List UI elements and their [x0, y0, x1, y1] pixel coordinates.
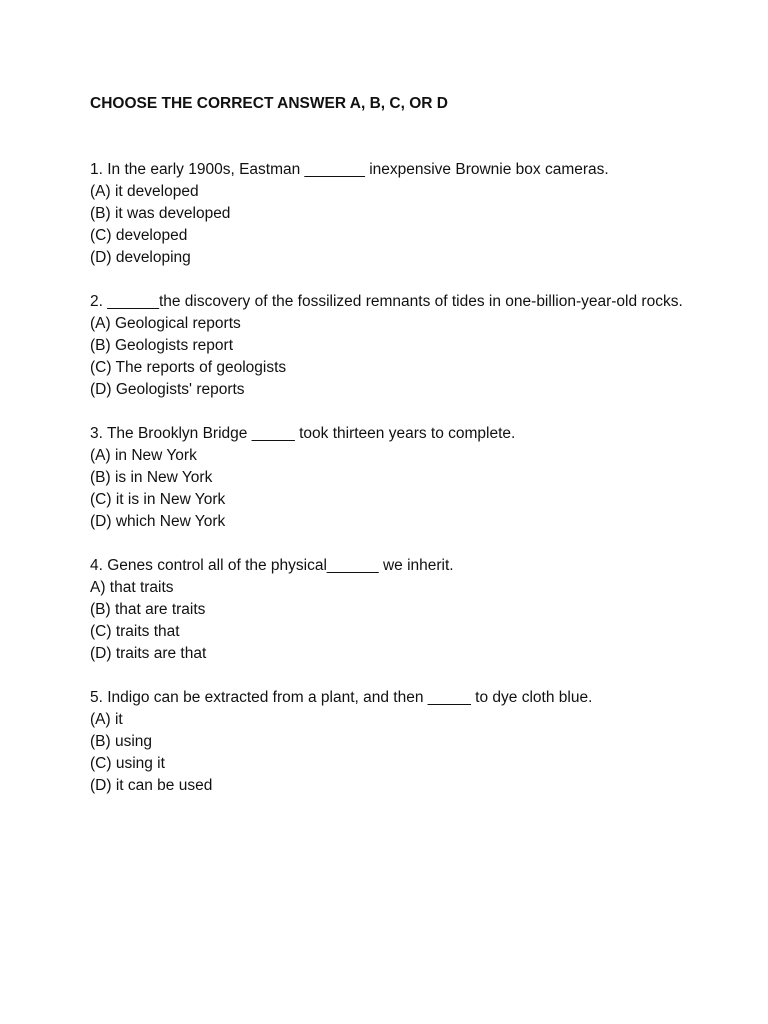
- answer-option-c: (C) The reports of geologists: [90, 359, 287, 376]
- answer-option-b: (B) using: [90, 733, 153, 750]
- answer-option-d: (D) Geologists' reports: [90, 381, 245, 398]
- answer-option-c: (C) developed: [90, 227, 188, 244]
- answer-option-b: (B) Geologists report: [90, 337, 233, 354]
- question-stem: 2. ______the discovery of the fossilized remnants of tides in one-billion-year-old rocks.: [90, 293, 683, 310]
- question-1: [90, 159, 690, 269]
- question-stem: 4. Genes control all of the physical______ we inherit.: [90, 557, 454, 574]
- answer-option-a: (A) in New York: [90, 447, 197, 464]
- question-stem: 5. Indigo can be extracted from a plant, and then _____ to dye cloth blue.: [90, 689, 593, 706]
- question-3: [90, 423, 690, 533]
- answer-option-b: (B) that are traits: [90, 601, 206, 618]
- answer-option-a: (A) it: [90, 711, 123, 728]
- answer-option-c: (C) it is in New York: [90, 491, 226, 508]
- question-5: [90, 687, 690, 797]
- page-title: CHOOSE THE CORRECT ANSWER A, B, C, OR D: [90, 95, 448, 112]
- answer-option-d: (D) traits are that: [90, 645, 207, 662]
- question-stem: 1. In the early 1900s, Eastman _______ inexpensive Brownie box cameras.: [90, 161, 609, 178]
- answer-option-b: (B) is in New York: [90, 469, 213, 486]
- answer-option-a: (A) Geological reports: [90, 315, 241, 332]
- answer-option-d: (D) which New York: [90, 513, 226, 530]
- quiz-content: [90, 93, 690, 819]
- answer-option-d: (D) developing: [90, 249, 191, 266]
- answer-option-c: (C) using it: [90, 755, 165, 772]
- answer-option-c: (C) traits that: [90, 623, 180, 640]
- question-4: [90, 555, 690, 665]
- answer-option-a: (A) it developed: [90, 183, 199, 200]
- answer-option-b: (B) it was developed: [90, 205, 231, 222]
- question-stem: 3. The Brooklyn Bridge _____ took thirteen years to complete.: [90, 425, 516, 442]
- answer-option-d: (D) it can be used: [90, 777, 213, 794]
- question-2: [90, 291, 690, 401]
- answer-option-a: A) that traits: [90, 579, 174, 596]
